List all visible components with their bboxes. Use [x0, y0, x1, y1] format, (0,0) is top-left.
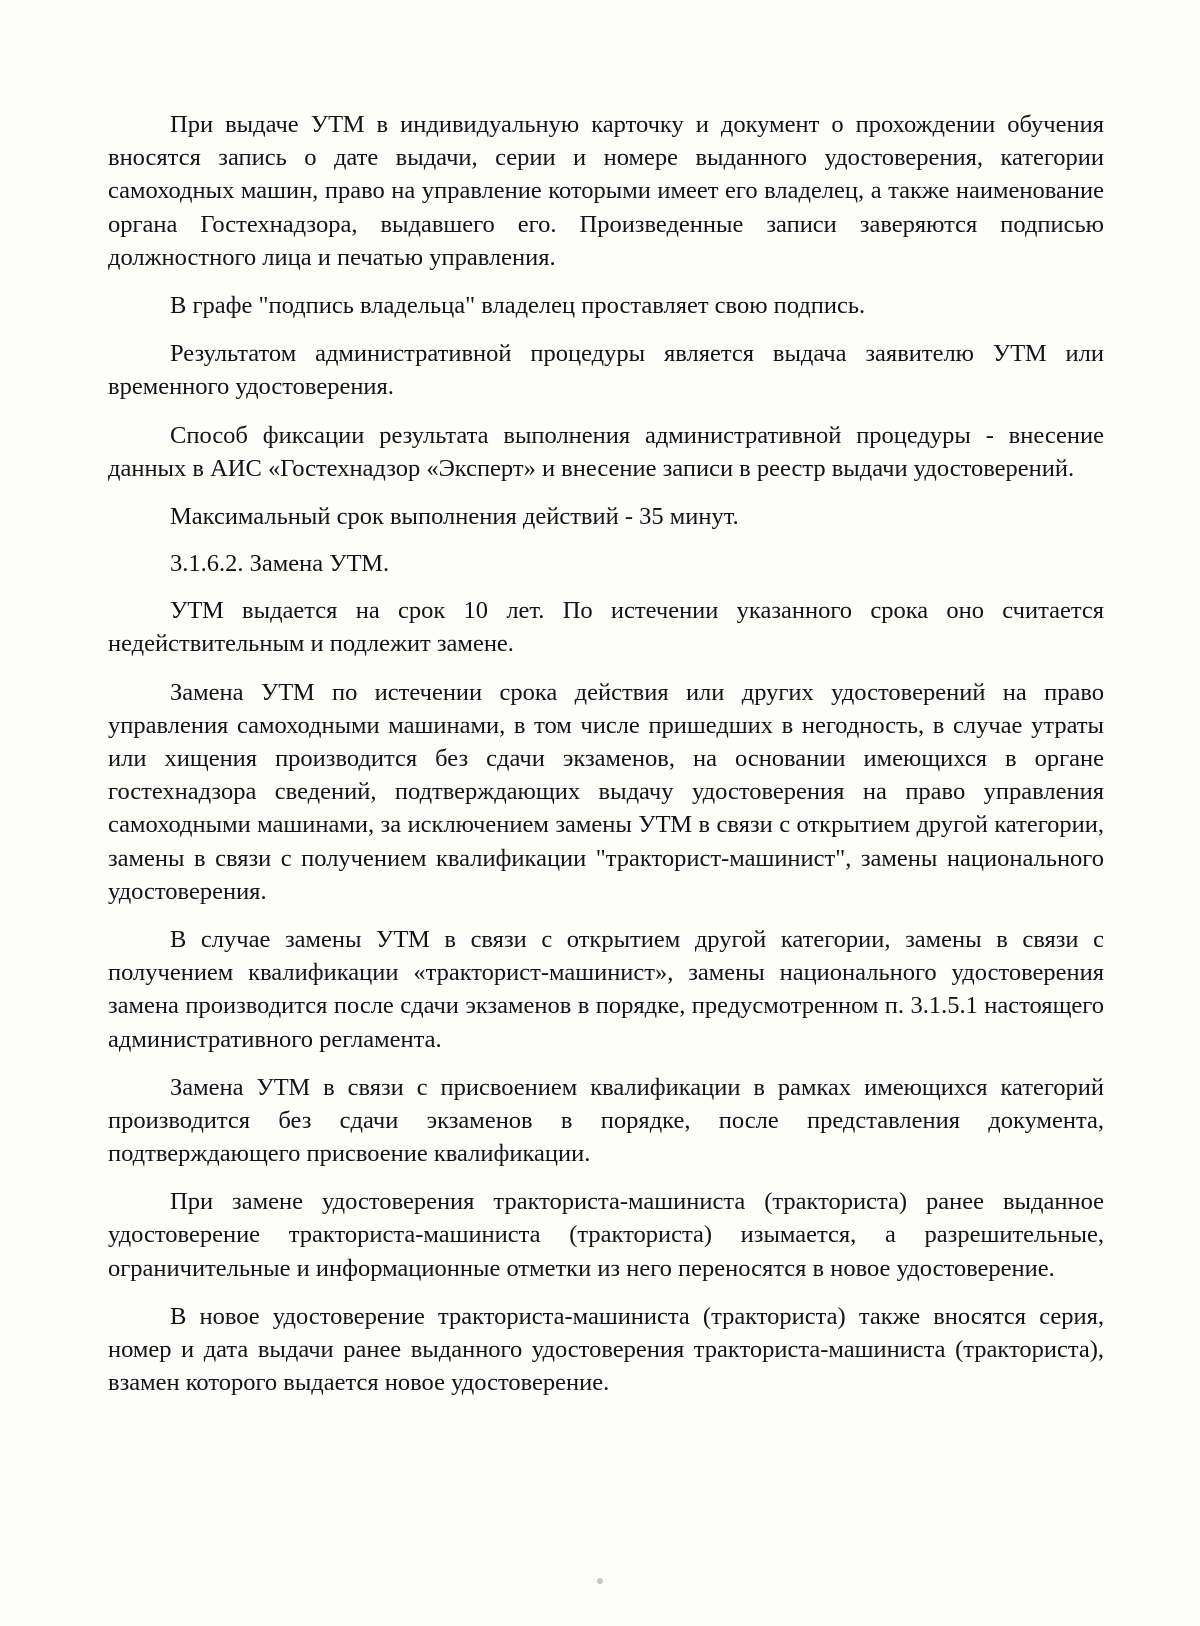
- paragraph-replacement-qualification: Замена УТМ в связи с присвоением квалификации в рамках имеющихся категорий производится без сдачи экзаменов в порядке, после представления документа, подтверждающего присвоение квалификации.: [108, 1073, 1104, 1168]
- section-heading-3-1-6-2: 3.1.6.2. Замена УТМ.: [170, 550, 390, 578]
- document-body: [108, 108, 1104, 1399]
- paragraph-old-certificate-withdrawal: При замене удостоверения тракториста-машиниста (тракториста) ранее выданное удостоверение тракториста-машиниста (тракториста) изымается, а разрешительные, ограничительные и информационные отметки из него переносятся в новое удостоверение.: [108, 1188, 1104, 1282]
- paragraph-utm-validity-term: УТМ выдается на срок 10 лет. По истечении указанного срока оно считается недействительным и подлежит замене.: [108, 597, 1104, 658]
- paragraph-replacement-with-exams: В случае замены УТМ в связи с открытием другой категории, замены в связи с получением квалификации «тракторист-машинист», замены национального удостоверения замена производится после сдачи экзаменов в порядке, предусмотренном п. 3.1.5.1 настоящего административного регламента.: [108, 925, 1104, 1053]
- paragraph-max-duration: Максимальный срок выполнения действий - 35 минут.: [170, 502, 739, 530]
- paragraph-result-recording-method: Способ фиксации результата выполнения административной процедуры - внесение данных в АИС «Гостехнадзор «Эксперт» и внесение записи в реестр выдачи удостоверений.: [108, 421, 1104, 482]
- paragraph-issue-utm-records: При выдаче УТМ в индивидуальную карточку и документ о прохождении обучения вносятся запись о дате выдачи, серии и номере выданного удостоверения, категории самоходных машин, право на управление которыми имеет его владелец, а также наименование органа Гостехнадзора, выдавшего его. Произведенные записи заверяются подписью должностного лица и печатью управления.: [108, 111, 1104, 271]
- paragraph-replacement-conditions: Замена УТМ по истечении срока действия или других удостоверений на право управления самоходными машинами, в том числе пришедших в негодность, в случае утраты или хищения производится без сдачи экзаменов, на основании имеющихся в органе гостехнадзора сведений, подтверждающих выдачу удостоверения на право управления самоходными машинами, за исключением замены УТМ в связи с открытием другой категории, замены в связи с получением квалификации "тракторист-машинист", замены национального удостоверения.: [108, 678, 1104, 905]
- paragraph-new-certificate-entries: В новое удостоверение тракториста-машиниста (тракториста) также вносятся серия, номер и дата выдачи ранее выданного удостоверения тракториста-машиниста (тракториста), взамен которого выдается новое удостоверение.: [108, 1302, 1104, 1397]
- paragraph-procedure-result: Результатом административной процедуры является выдача заявителю УТМ или временного удостоверения.: [108, 340, 1104, 401]
- page-footer-mark: [597, 1578, 603, 1584]
- paragraph-owner-signature: В графе "подпись владельца" владелец проставляет свою подпись.: [170, 291, 866, 319]
